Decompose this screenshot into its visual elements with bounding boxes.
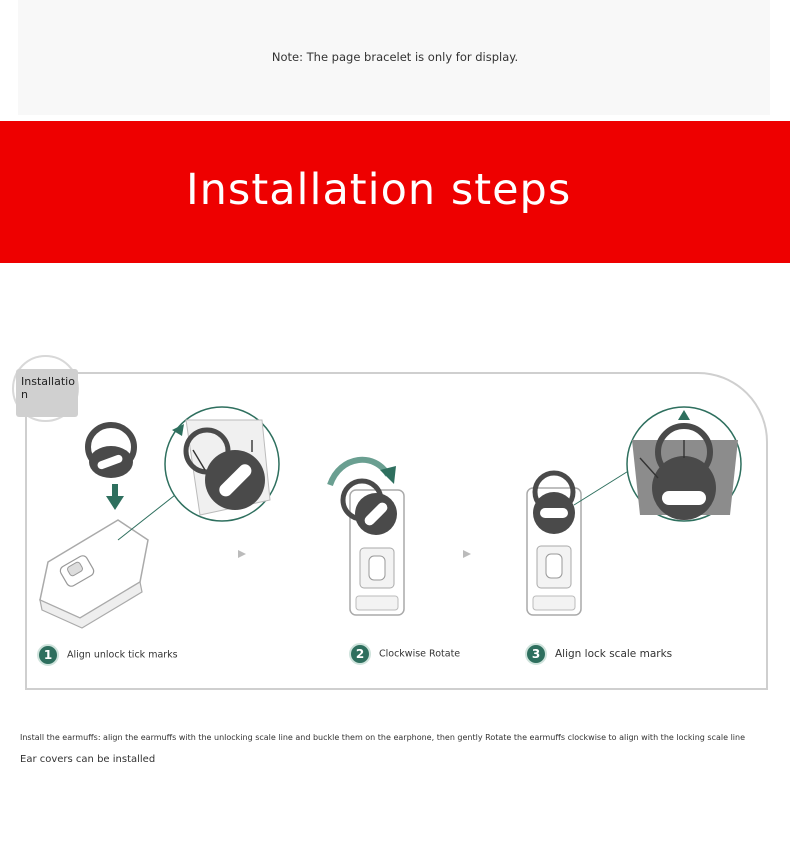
install-description: Install the earmuffs: align the earmuffs with the unlocking scale line and buckle them on the earphone, then gently Rotate the earmuffs clockwise to align with the locking scale line: [20, 733, 746, 742]
step3-earmuff-drawing: [533, 473, 575, 534]
step-3: [525, 643, 672, 665]
step1-down-arrow: [106, 484, 124, 510]
arrow-1-to-2: [238, 550, 246, 558]
display-note: Note: The page bracelet is only for display.: [271, 50, 519, 64]
banner-title: Installation steps: [186, 165, 572, 215]
arrow-2-to-3: [463, 550, 471, 558]
step3-zoom-detail: [627, 407, 741, 521]
step-2: [349, 643, 460, 665]
step1-earphone-drawing: [40, 520, 148, 628]
step-1-number: 1: [37, 644, 59, 666]
footer-caption: Ear covers can be installed: [20, 754, 156, 765]
step-1-label: Align unlock tick marks: [67, 649, 178, 661]
step1-zoom-detail: [165, 407, 279, 521]
step-1: [37, 644, 178, 666]
step-2-label: Clockwise Rotate: [379, 648, 461, 660]
step1-earmuff-drawing: [88, 425, 134, 478]
badge-label: Installation: [21, 375, 75, 401]
step-3-number: 3: [525, 643, 547, 665]
step-2-number: 2: [349, 643, 371, 665]
step-3-label: Align lock scale marks: [555, 648, 673, 660]
